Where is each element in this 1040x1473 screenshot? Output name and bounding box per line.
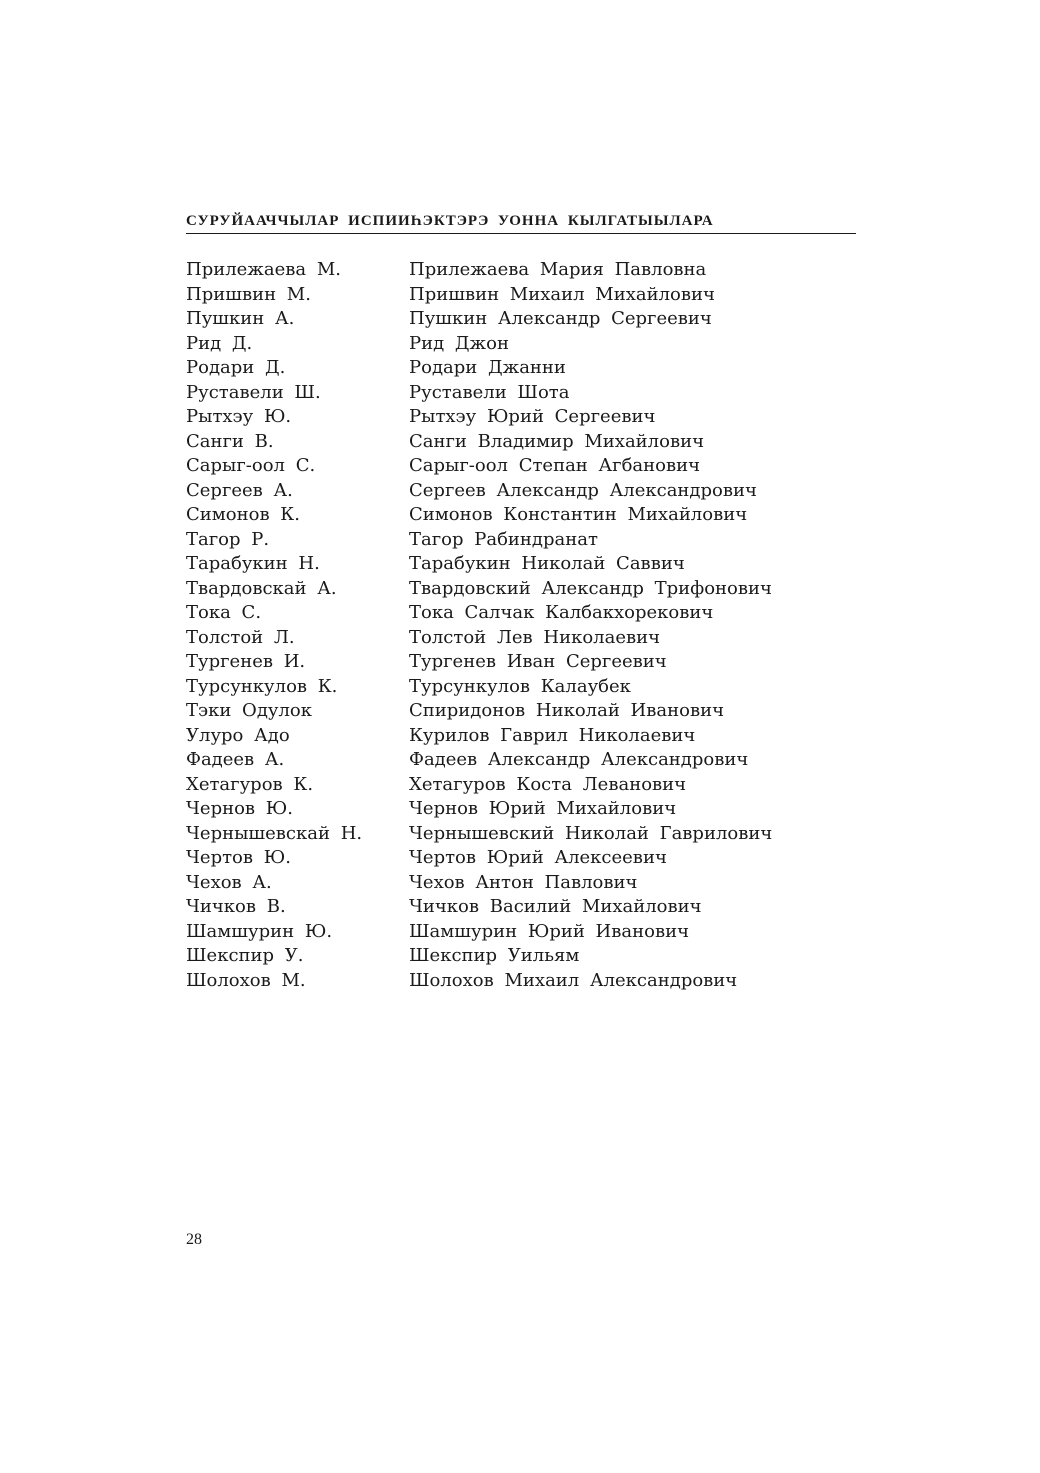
author-short-name: Чехов А. — [186, 871, 272, 893]
author-full-name: Чертов Юрий Алексеевич — [409, 847, 667, 868]
author-full-name: Шамшурин Юрий Иванович — [409, 920, 689, 942]
list-item — [186, 895, 786, 920]
author-full-name: Санги Владимир Михайлович — [409, 430, 704, 452]
list-item — [186, 479, 786, 504]
author-short-name: Санги В. — [186, 430, 274, 452]
header-rule — [186, 233, 856, 234]
author-short-name: Чертов Ю. — [186, 847, 291, 868]
author-short-name: Родари Д. — [186, 357, 286, 378]
author-full-name: Пришвин Михаил Михайлович — [409, 283, 715, 305]
author-short-name: Чернышевскай Н. — [186, 822, 363, 844]
author-short-name: Твардовскай А. — [186, 577, 337, 599]
page-header-title: СУРУЙААЧЧЫЛАР ИСПИИҺЭКТЭРЭ УОННА КЫЛГАТЫЫЛАРА — [186, 213, 714, 229]
author-full-name: Чехов Антон Павлович — [409, 871, 638, 893]
author-full-name: Чичков Василий Михайлович — [409, 896, 702, 917]
author-full-name: Тарабукин Николай Саввич — [409, 553, 685, 574]
list-item — [186, 454, 786, 479]
author-full-name: Рид Джон — [409, 332, 509, 354]
author-short-name: Чичков В. — [186, 896, 286, 917]
author-short-name: Тургенев И. — [186, 651, 306, 672]
author-short-name: Чернов Ю. — [186, 798, 293, 819]
list-item — [186, 307, 786, 332]
author-short-name: Тарабукин Н. — [186, 553, 320, 574]
list-item — [186, 577, 786, 602]
author-full-name: Хетагуров Коста Леванович — [409, 773, 687, 795]
list-item — [186, 699, 786, 724]
author-short-name: Сарыг-оол С. — [186, 455, 316, 476]
list-item — [186, 601, 786, 626]
author-full-name: Курилов Гаврил Николаевич — [409, 724, 696, 746]
author-short-name: Рид Д. — [186, 332, 253, 354]
list-item — [186, 773, 786, 798]
author-full-name: Сарыг-оол Степан Агбанович — [409, 455, 701, 476]
author-full-name: Шекспир Уильям — [409, 945, 580, 966]
list-item — [186, 748, 786, 773]
author-short-name: Улуро Адо — [186, 724, 290, 746]
author-short-name: Прилежаева М. — [186, 259, 341, 280]
page-number: 28 — [186, 1231, 202, 1248]
list-item — [186, 381, 786, 406]
list-item — [186, 503, 786, 528]
list-item — [186, 626, 786, 651]
author-full-name: Тока Салчак Калбакхорекович — [409, 602, 714, 623]
author-short-name: Хетагуров К. — [186, 773, 314, 795]
author-short-name: Симонов К. — [186, 504, 300, 525]
author-short-name: Фадеев А. — [186, 749, 285, 770]
author-short-name: Толстой Л. — [186, 626, 295, 648]
author-short-name: Пушкин А. — [186, 308, 295, 329]
author-full-name: Рытхэу Юрий Сергеевич — [409, 406, 656, 427]
list-item — [186, 356, 786, 381]
author-full-name: Руставели Шота — [409, 381, 570, 403]
author-short-name: Руставели Ш. — [186, 381, 321, 403]
list-item — [186, 430, 786, 455]
author-short-name: Тока С. — [186, 602, 262, 623]
list-item — [186, 650, 786, 675]
author-short-name: Пришвин М. — [186, 283, 311, 305]
list-item — [186, 822, 786, 847]
author-full-name: Родари Джанни — [409, 357, 566, 378]
author-full-name: Фадеев Александр Александрович — [409, 749, 749, 770]
author-full-name: Толстой Лев Николаевич — [409, 626, 661, 648]
author-short-name: Рытхэу Ю. — [186, 406, 292, 427]
list-item — [186, 969, 786, 994]
author-full-name: Шолохов Михаил Александрович — [409, 969, 738, 991]
list-item — [186, 552, 786, 577]
author-full-name: Пушкин Александр Сергеевич — [409, 308, 712, 329]
author-full-name: Тагор Рабиндранат — [409, 528, 598, 550]
list-item — [186, 944, 786, 969]
author-short-name: Шолохов М. — [186, 969, 306, 991]
list-item — [186, 405, 786, 430]
author-full-name: Сергеев Александр Александрович — [409, 479, 757, 501]
list-item — [186, 258, 786, 283]
list-item — [186, 675, 786, 700]
author-full-name: Твардовский Александр Трифонович — [409, 577, 772, 599]
list-item — [186, 528, 786, 553]
list-item — [186, 797, 786, 822]
author-full-name: Спиридонов Николай Иванович — [409, 700, 724, 721]
author-short-name: Турсункулов К. — [186, 675, 338, 697]
author-abbreviation-list — [186, 258, 786, 993]
author-short-name: Тэки Одулок — [186, 700, 313, 721]
author-full-name: Чернышевский Николай Гаврилович — [409, 822, 773, 844]
author-full-name: Турсункулов Калаубек — [409, 675, 631, 697]
list-item — [186, 283, 786, 308]
list-item — [186, 920, 786, 945]
author-short-name: Шекспир У. — [186, 945, 304, 966]
author-full-name: Симонов Константин Михайлович — [409, 504, 748, 525]
list-item — [186, 332, 786, 357]
author-short-name: Тагор Р. — [186, 528, 270, 550]
list-item — [186, 871, 786, 896]
list-item — [186, 724, 786, 749]
author-full-name: Прилежаева Мария Павловна — [409, 259, 707, 280]
author-short-name: Шамшурин Ю. — [186, 920, 333, 942]
list-item — [186, 846, 786, 871]
author-full-name: Чернов Юрий Михайлович — [409, 798, 677, 819]
author-short-name: Сергеев А. — [186, 479, 293, 501]
author-full-name: Тургенев Иван Сергеевич — [409, 651, 667, 672]
